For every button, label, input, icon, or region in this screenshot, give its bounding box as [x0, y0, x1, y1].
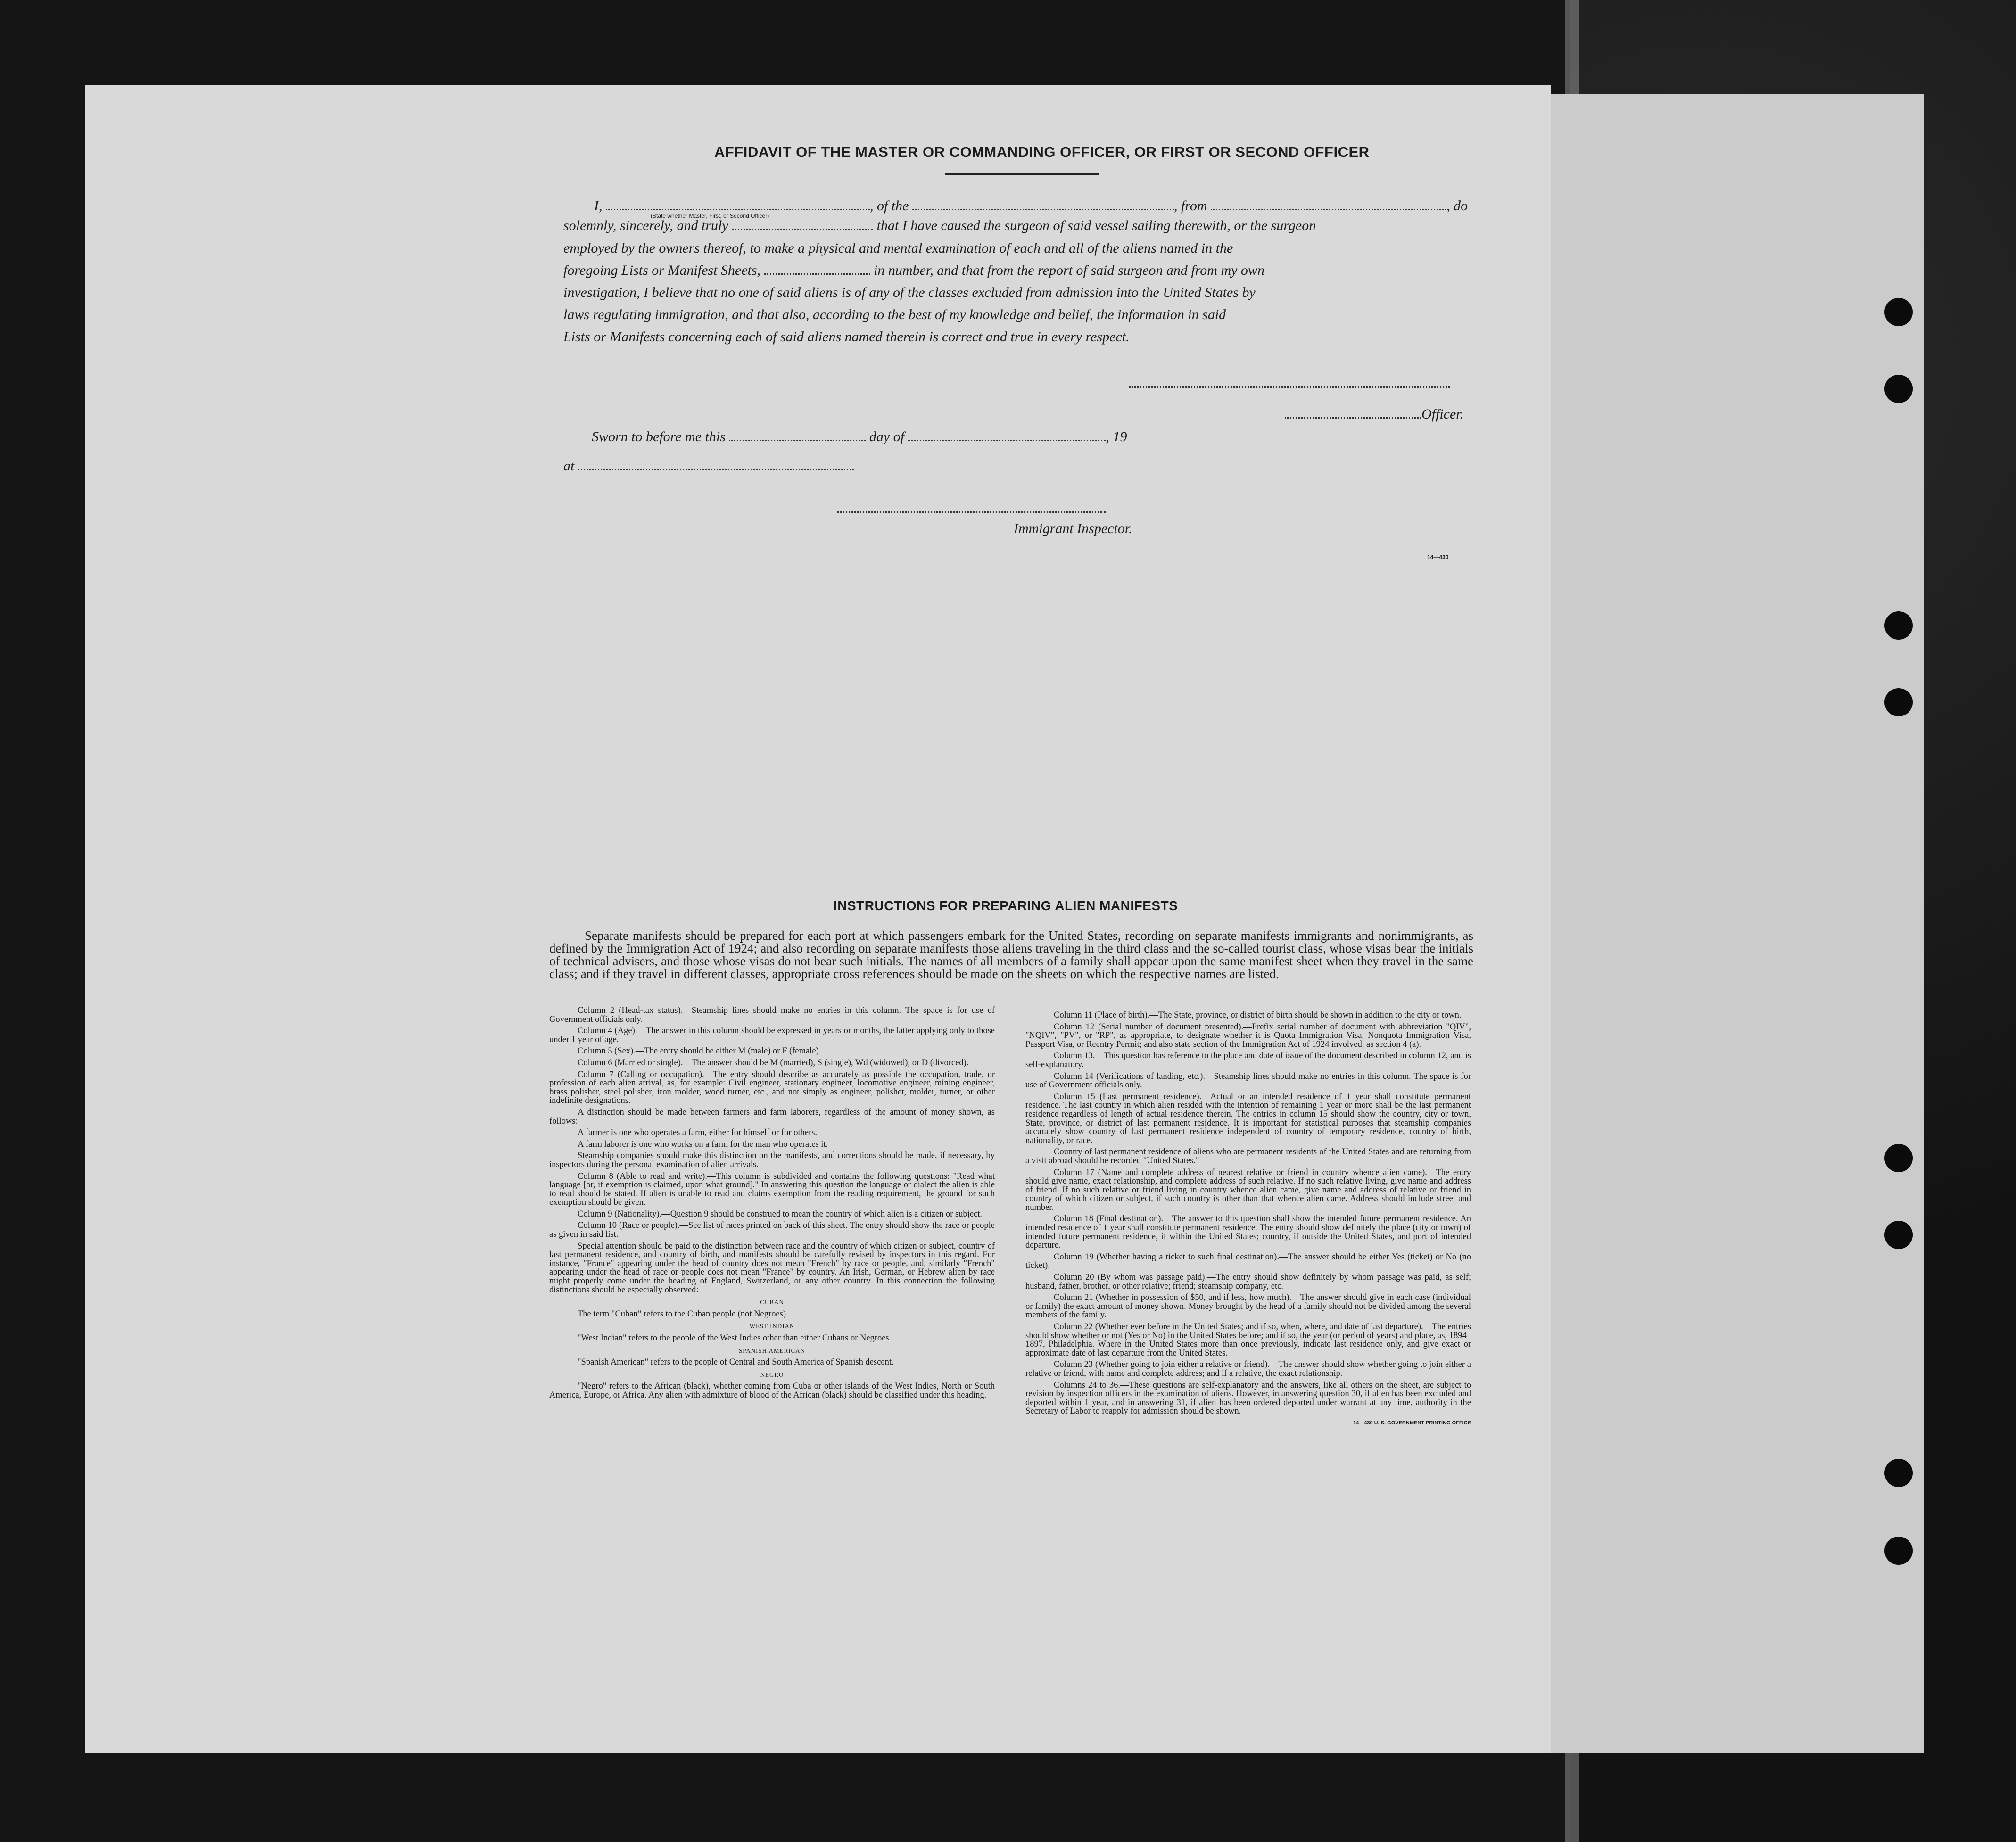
instruction-paragraph: Column 18 (Final destination).—The answer to this question shall show the intended future permanent residence. An intended residence of 1 year shall constitute permanent residence. The entry should show definitely the place (city or town) of intended future permanent residence, if within the United States; country, if outside the United States, and port of intended departure. [1025, 1214, 1471, 1250]
instruction-paragraph: Column 12 (Serial number of document presented).—Prefix serial number of document with abbreviation "QIV", "NQIV", "PV", or "RP", as appropriate, to designate whether it is Quota Immigration Visa, Nonquota Immigration Visa, Passport Visa, or Reentry Permit; and also state section of the Immigration Act of 1924 involved, as section 4 (a). [1025, 1022, 1471, 1049]
definition-heading: WEST INDIAN [749, 1323, 795, 1330]
title-rule [945, 173, 1099, 175]
instruction-paragraph: A distinction should be made between farmers and farm laborers, regardless of the amount of money shown, as follows: [549, 1107, 995, 1126]
instruction-paragraph: Column 4 (Age).—The answer in this column should be expressed in years or months, the latter applying only to those under 1 year of age. [549, 1026, 995, 1044]
punch-hole [1884, 1537, 1913, 1565]
instruction-paragraph: Columns 24 to 36.—These questions are self-explanatory and the answers, like all others on the sheet, are subject to revision by inspection officers in the examination of aliens. However, in answering question 30, if alien has been excluded and deported within 1 year, and in answering 31, if alien has been ordered deported under warrant at any time, authority in the Secretary of Labor to reapply for admission should be shown. [1025, 1380, 1471, 1416]
instruction-paragraph: Column 9 (Nationality).—Question 9 should be construed to mean the country of which alien is a citizen or subject. [578, 1209, 983, 1219]
instruction-paragraph: Column 10 (Race or people).—See list of races printed on back of this sheet. The entry should show the race or people as given in said list. [549, 1221, 995, 1240]
inspector-line [837, 511, 1106, 513]
instruction-paragraph: Column 15 (Last permanent residence).—Actual or an intended residence of 1 year shall constitute permanent residence. The last country in which alien resided with the intention of remaining 1 year or more shall be the last permanent residence regardless of length of actual residence therein. The entries in column 15 should show the country, city or town, State, province, or district of last permanent residence. It is important for statistical purposes that steamship companies accurately show country of last permanent residence independent of country of temporary residence, country of birth, nationality, or race. [1025, 1092, 1471, 1145]
affidavit-line-1: I, , of the , from , do [594, 198, 1468, 214]
affidavit-line-5: investigation, I believe that no one of said aliens is of any of the classes excluded from admission into the United States by [563, 285, 1256, 300]
instruction-paragraph: Column 17 (Name and complete address of nearest relative or friend in country whence alien came).—The entry should give name, exact relationship, and complete address of such relative. If no such relative living, give name and address of friend. If no such relative or friend living in country whence alien came, give name and address of relative or friend in country of which citizen or subject, if such country is other than that whence alien came. Address should include street and number. [1025, 1168, 1471, 1212]
instruction-paragraph: Column 23 (Whether going to join either a relative or friend).—The answer should show whether going to join either a relative or friend, with name and complete address; and if a relative, the exact relationship. [1025, 1360, 1471, 1378]
affidavit-line-4: foregoing Lists or Manifest Sheets, in number, and that from the report of said surgeon and from my own [563, 263, 1264, 278]
instructions-left-column [549, 1006, 995, 1403]
officer-rank-note: (State whether Master, First, or Second Officer) [651, 213, 769, 219]
instructions-title: INSTRUCTIONS FOR PREPARING ALIEN MANIFESTS [834, 898, 1178, 913]
definition-heading: SPANISH AMERICAN [739, 1347, 805, 1354]
affidavit-line-6: laws regulating immigration, and that also, according to the best of my knowledge and belief, the information in said [563, 307, 1226, 322]
instruction-paragraph: Column 21 (Whether in possession of $50, and if less, how much).—The answer should give in each case (individual or family) the exact amount of money shown. Money brought by the head of a family should not be divided among the several members of the family. [1025, 1293, 1471, 1320]
definition-heading: CUBAN [760, 1299, 784, 1306]
instruction-paragraph: Column 6 (Married or single).—The answer should be M (married), S (single), Wd (widowed), or D (divorced). [578, 1058, 969, 1068]
instruction-paragraph: Country of last permanent residence of aliens who are permanent residents of the United States and are returning from a visit abroad should be recorded "United States." [1025, 1147, 1471, 1166]
punch-hole [1884, 611, 1913, 640]
affidavit-line-2: solemnly, sincerely, and truly that I have caused the surgeon of said vessel sailing therewith, or the surgeon [563, 218, 1316, 233]
definition-text: "Spanish American" refers to the people of Central and South America of Spanish descent. [578, 1357, 894, 1367]
affidavit-line-7: Lists or Manifests concerning each of said aliens named therein is correct and true in every respect. [563, 329, 1130, 345]
instruction-paragraph: Column 5 (Sex).—The entry should be either M (male) or F (female). [578, 1046, 821, 1056]
signature-line [1129, 386, 1450, 388]
definition-text: "Negro" refers to the African (black), whether coming from Cuba or other islands of the West Indies, North or South America, Europe, or Africa. Any alien with admixture of blood of the African (black) should be classified under this heading. [549, 1382, 995, 1400]
punch-hole [1884, 1144, 1913, 1172]
instruction-paragraph: Column 11 (Place of birth).—The State, province, or district of birth should be shown in addition to the city or town. [1054, 1011, 1462, 1020]
instructions-intro: Separate manifests should be prepared for each port at which passengers embark for the United States, recording on separate manifests immigrants and nonimmigrants, as defined by the Immigration Act of 1924; and also recording on separate manifests those aliens traveling in the third class and the so-called tourist class, whose visas bear the initials of technical advisers, and those whose visas do not bear such initials. The names of all members of a family shall appear upon the same manifest sheet when they travel in the same class; and if they travel in different classes, appropriate cross references should be made on the sheets on which the respective names are listed. [549, 929, 1473, 981]
instruction-paragraph: A farmer is one who operates a farm, either for himself or for others. [578, 1128, 818, 1138]
instruction-paragraph: Column 20 (By whom was passage paid).—The entry should show definitely by whom passage was paid, as self; husband, father, brother, or other relative; friend; steamship company, etc. [1025, 1273, 1471, 1291]
paper-edge [1551, 94, 1924, 1753]
printing-office-code: 14—430 U. S. GOVERNMENT PRINTING OFFICE [1353, 1420, 1471, 1426]
punch-hole [1884, 375, 1913, 403]
film-strip [1565, 0, 1579, 1842]
punch-hole [1884, 688, 1913, 716]
definition-text: The term "Cuban" refers to the Cuban people (not Negroes). [578, 1309, 788, 1319]
instruction-paragraph: Column 13.—This question has reference to the place and date of issue of the document described in column 12, and is self-explanatory. [1025, 1051, 1471, 1069]
instruction-paragraph: Column 7 (Calling or occupation).—The entry should describe as accurately as possible the occupation, trade, or profession of each alien arrival, as, for example: Civil engineer, stationary engineer, locomotive engineer, mining engineer, brass polisher, steel polisher, iron molder, wood turner, etc., and not simply as engineer, polisher, molder, turner, or other indefinite designations. [549, 1069, 995, 1106]
affidavit-line-3: employed by the owners thereof, to make a physical and mental examination of each and all of the aliens named in the [563, 240, 1233, 256]
officer-signature: Officer. [1285, 406, 1463, 422]
punch-hole [1884, 1221, 1913, 1249]
instruction-paragraph: Column 14 (Verifications of landing, etc.).—Steamship lines should make no entries in this column. The space is for use of Government officials only. [1025, 1071, 1471, 1090]
punch-hole [1884, 298, 1913, 326]
definition-heading: NEGRO [760, 1371, 784, 1378]
definition-text: "West Indian" refers to the people of the West Indies other than either Cubans or Negroes. [578, 1333, 892, 1343]
instruction-paragraph: Steamship companies should make this distinction on the manifests, and corrections should be made, if necessary, by inspectors during the personal examination of alien arrivals. [549, 1151, 995, 1169]
instruction-paragraph: Special attention should be paid to the distinction between race and the country of which citizen or subject, country of last permanent residence, and country of birth, and manifests should be carefully revised by inspectors in this regard. For instance, "France" appearing under the head of country does not mean "French" by race or people, and, similarly "French" appearing under the head of race or people does not mean "France" by country. An Irish, German, or Hebrew alien by race might properly come under the heading of England, Switzerland, or any other country. In this connection the following distinctions should be especially observed: [549, 1241, 995, 1295]
instruction-paragraph: Column 2 (Head-tax status).—Steamship lines should make no entries in this column. The space is for use of Government officials only. [549, 1006, 995, 1024]
at-line: at [563, 458, 854, 474]
form-code: 14—430 [1427, 554, 1449, 560]
inspector-signature: Immigrant Inspector. [1014, 521, 1132, 536]
punch-hole [1884, 1459, 1913, 1487]
instructions-right-column [1025, 1011, 1471, 1431]
instruction-paragraph: Column 8 (Able to read and write).—This column is subdivided and contains the following questions: "Read what language [or, if exemption is claimed, upon what ground]." In answering this question the language or dialect the alien is able to read should be stated. If alien is unable to read and claims exemption from the reading requirement, the ground for such exemption should be given. [549, 1171, 995, 1208]
instruction-paragraph: Column 19 (Whether having a ticket to such final destination).—The answer should be either Yes (ticket) or No (no ticket). [1025, 1252, 1471, 1271]
sworn-line: Sworn to before me this day of , 19 [592, 429, 1127, 444]
instruction-paragraph: Column 22 (Whether ever before in the United States; and if so, when, where, and date of last departure).—The entries should show whether or not (Yes or No) in the United States before; and if so, the year (or period of years) and place, as, 1894–1897, Philadelphia. Where in the United States more than once previously, indicate last residence only, and give exact or approximate date of last departure from the United States. [1025, 1322, 1471, 1358]
affidavit-title: AFFIDAVIT OF THE MASTER OR COMMANDING OFFICER, OR FIRST OR SECOND OFFICER [714, 144, 1370, 160]
instruction-paragraph: A farm laborer is one who works on a farm for the man who operates it. [578, 1139, 828, 1149]
